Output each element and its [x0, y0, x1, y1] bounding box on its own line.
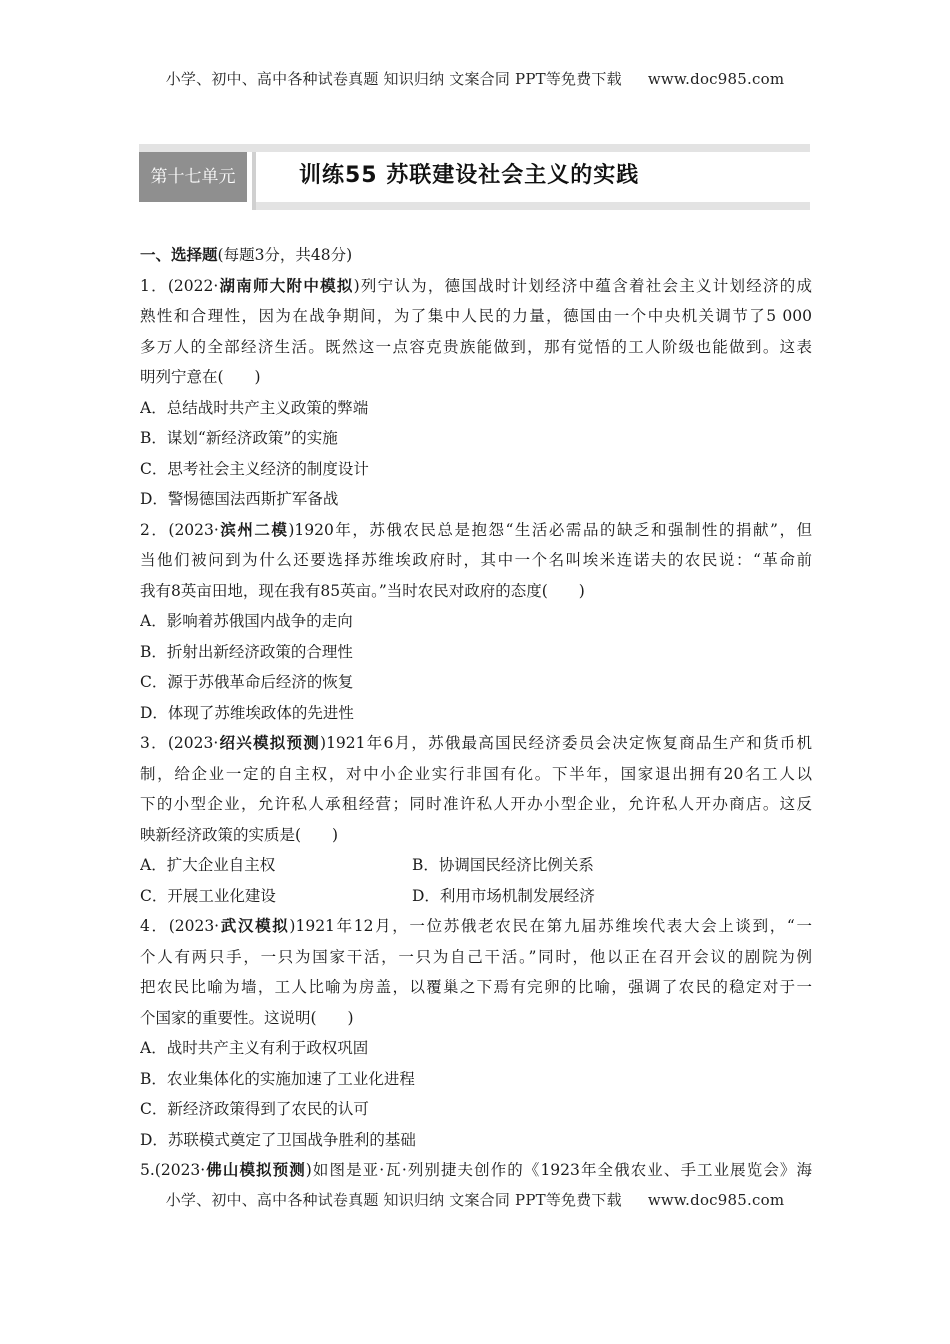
question-number: 5.: [140, 1161, 155, 1179]
question-line: 多万人的全部经济生活。既然这一点容克贵族能做到，那有觉悟的工人阶级也能做到。这表: [140, 337, 812, 356]
question-source-open: (2023·: [168, 917, 220, 935]
question-2: [140, 515, 812, 729]
question-source: 湖南师大附中模拟: [218, 275, 354, 295]
option-c[interactable]: C．新经济政策得到了农民的认可: [140, 1100, 369, 1118]
question-source-close: ): [305, 1161, 312, 1179]
question-text: 1921年6月，苏俄最高国民经济委员会决定恢复商品生产和货币机: [326, 734, 812, 752]
option-c[interactable]: C．源于苏俄革命后经济的恢复: [140, 673, 354, 691]
question-source-open: (2022·: [167, 276, 219, 295]
question-line: 明列宁意在( ): [140, 368, 261, 386]
question-line: 我有8英亩田地，现在我有85英亩。”当时农民对政府的态度( ): [140, 581, 585, 600]
question-source: 滨州二模: [218, 519, 289, 539]
header-ad-text: 小学、初中、高中各种试卷真题 知识归纳 文案合同 PPT等免费下载: [165, 70, 622, 88]
option-d[interactable]: D．苏联模式奠定了卫国战争胜利的基础: [140, 1130, 416, 1149]
options-row: [140, 850, 812, 881]
option-b[interactable]: B．谋划“新经济政策”的实施: [140, 429, 338, 447]
question-text: 1920年，苏俄农民总是抱怨“生活必需品的缺乏和强制性的捐献”，但: [294, 520, 812, 539]
question-line: 个人有两只手，一只为国家干活，一只为自己干活。”同时，他以正在召开会议的剧院为例: [140, 947, 812, 966]
option-d[interactable]: D．体现了苏维埃政体的先进性: [140, 703, 354, 722]
question-source-close: ): [289, 917, 296, 935]
option-b[interactable]: B．折射出新经济政策的合理性: [140, 642, 353, 661]
question-line: 个国家的重要性。这说明( ): [140, 1008, 354, 1027]
title-bar-top-rule: [139, 144, 810, 152]
section-note: (每题3分，共48分): [217, 246, 353, 264]
option-c[interactable]: C．思考社会主义经济的制度设计: [140, 459, 369, 478]
option-b[interactable]: B．农业集体化的实施加速了工业化进程: [140, 1069, 415, 1088]
option-b[interactable]: B．协调国民经济比例关系: [412, 856, 594, 874]
option-a[interactable]: A．总结战时共产主义政策的弊端: [140, 398, 369, 417]
question-number: 1．: [140, 276, 168, 295]
option-a[interactable]: A．影响着苏俄国内战争的走向: [140, 612, 353, 630]
footer-ad: [0, 1189, 950, 1210]
question-source-close: ): [353, 276, 360, 295]
question-line: [140, 1155, 812, 1186]
header-ad-url[interactable]: www.doc985.com: [647, 70, 785, 88]
question-text: 如图是亚·瓦·列别捷夫创作的《1923年全俄农业、手工业展览会》海: [311, 1161, 812, 1179]
question-source: 绍兴模拟预测: [218, 733, 320, 752]
question-line: 制，给企业一定的自主权，对中小企业实行非国有化。下半年，国家退出拥有20名工人以: [140, 764, 812, 783]
question-line: 映新经济政策的实质是( ): [140, 825, 339, 844]
question-line: [140, 271, 812, 302]
question-5: [140, 1155, 812, 1186]
question-line: 把农民比喻为墙，工人比喻为房盖，以覆巢之下焉有完卵的比喻，强调了农民的稳定对于一: [140, 978, 812, 996]
header-ad: [0, 68, 950, 89]
section-name: 一、选择题: [140, 245, 218, 264]
question-line: [140, 911, 812, 942]
exercise-content: [140, 240, 812, 1186]
question-line: 下的小型企业，允许私人承租经营；同时准许私人开办小型企业，允许私人开办商店。这反: [140, 795, 812, 813]
question-text: 1921年12月，一位苏俄老农民在第九届苏维埃代表大会上谈到，“一: [295, 917, 812, 935]
question-number: 3．: [140, 734, 168, 752]
options-row: [140, 881, 812, 912]
footer-ad-text: 小学、初中、高中各种试卷真题 知识归纳 文案合同 PPT等免费下载: [165, 1191, 622, 1209]
option-c[interactable]: C．开展工业化建设: [140, 886, 276, 905]
question-3: [140, 728, 812, 911]
question-source-close: ): [288, 520, 295, 539]
question-source-open: (2023·: [167, 734, 219, 752]
question-1: [140, 271, 812, 515]
footer-ad-url[interactable]: www.doc985.com: [647, 1191, 785, 1209]
unit-label: 第十七单元: [139, 152, 247, 202]
question-text: 列宁认为，德国战时计划经济中蕴含着社会主义计划经济的成: [359, 276, 812, 295]
question-line: 当他们被问到为什么还要选择苏维埃政府时，其中一个名叫埃米连诺夫的农民说：“革命前: [140, 551, 812, 569]
question-source-open: (2023·: [168, 520, 219, 539]
section-heading: [140, 240, 812, 271]
page-title: 训练55 苏联建设社会主义的实践: [299, 163, 640, 188]
question-number: 4．: [140, 917, 169, 935]
question-line: [140, 728, 812, 759]
question-line: 熟性和合理性，因为在战争期间，为了集中人民的力量，德国由一个中央机关调节了5 000: [140, 307, 812, 325]
option-a[interactable]: A．扩大企业自主权: [140, 856, 276, 874]
option-d[interactable]: D．警惕德国法西斯扩军备战: [140, 490, 339, 508]
question-source-close: ): [320, 734, 327, 752]
question-source: 佛山模拟预测: [205, 1160, 306, 1179]
question-number: 2．: [140, 520, 169, 539]
option-d[interactable]: D．利用市场机制发展经济: [412, 886, 595, 905]
question-source: 武汉模拟: [219, 916, 290, 935]
option-a[interactable]: A．战时共产主义有利于政权巩固: [140, 1039, 369, 1057]
question-4: [140, 911, 812, 1155]
title-bar-bottom-rule: [256, 202, 810, 210]
question-line: [140, 515, 812, 546]
question-source-open: (2023·: [154, 1161, 206, 1179]
title-bar: [139, 144, 810, 212]
